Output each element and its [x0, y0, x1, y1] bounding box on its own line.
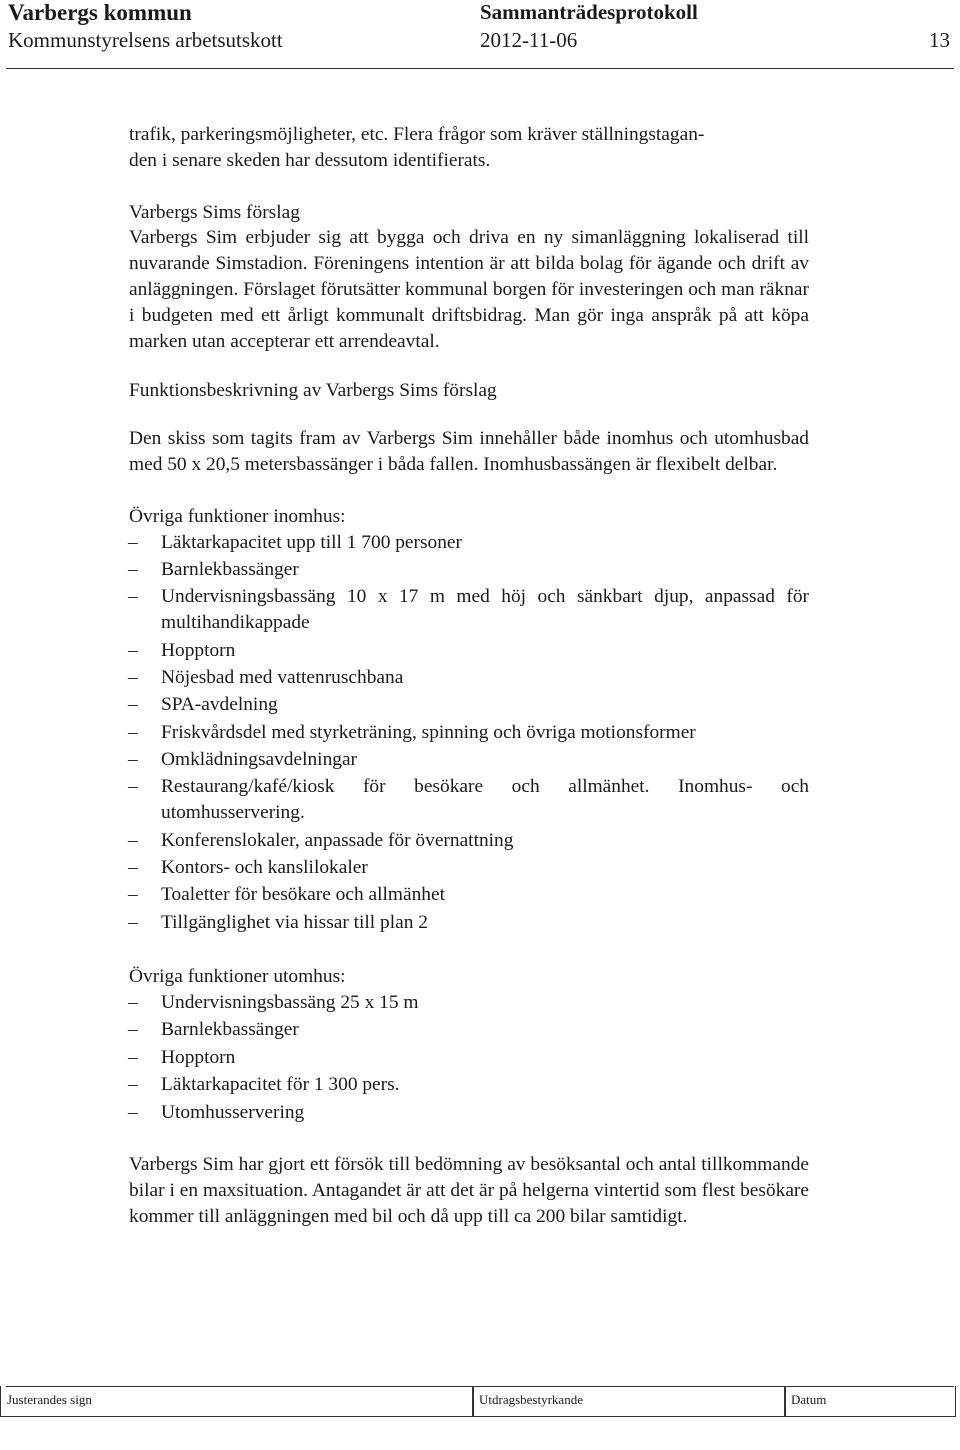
list-item: – Kontors- och kanslilokaler [129, 855, 809, 881]
list-item: – SPA-avdelning [129, 692, 809, 718]
list-item: – Toaletter för besökare och allmänhet [129, 882, 809, 908]
dash-bullet: – [128, 666, 138, 688]
section-heading: Varbergs Sims förslag [129, 201, 300, 223]
list-item: – Konferenslokaler, anpassade för övernattning [129, 828, 809, 854]
list-item: – Barnlekbassänger [129, 557, 809, 583]
municipality-title: Varbergs kommun [8, 0, 192, 25]
section-paragraph: Varbergs Sim erbjuder sig att bygga och driva en ny simanläggning lokaliserad till nuvarande Simstadion. Föreningens intention är att bilda bolag för ägande och drift av anläggningen. Förslaget förutsätter kommunal borgen för investeringen och man räknar i budgeten med ett årligt kommunalt driftsbidrag. Man gör inga anspråk på att köpa marken utan accepterar ett arrendeavtal. [129, 227, 809, 352]
page-number: 13 [929, 28, 950, 52]
dash-bullet: – [128, 776, 138, 798]
section-heading: Funktionsbeskrivning av Varbergs Sims förslag [129, 380, 497, 402]
spacer [129, 937, 809, 964]
dash-bullet: – [128, 749, 138, 771]
indoor-features-list [129, 530, 809, 936]
list-item: – Nöjesbad med vattenruschbana [129, 665, 809, 691]
spacer [129, 478, 809, 504]
list-item: – Läktarkapacitet upp till 1 700 personer [129, 530, 809, 556]
dash-bullet: – [128, 884, 138, 906]
intro-line: den i senare skeden har dessutom identifierats. [129, 149, 491, 171]
list-item: – Barnlekbassänger [129, 1017, 809, 1043]
list-heading: Övriga funktioner inomhus: [129, 505, 346, 527]
header-divider [6, 68, 954, 69]
list-item: – Tillgänglighet via hissar till plan 2 [129, 910, 809, 936]
dash-bullet: – [128, 586, 138, 608]
list-item: – Omklädningsavdelningar [129, 747, 809, 773]
signature-footer [0, 1386, 960, 1418]
dash-bullet: – [128, 911, 138, 933]
committee-name: Kommunstyrelsens arbetsutskott [8, 28, 283, 52]
spacer [129, 354, 809, 378]
dash-bullet: – [128, 694, 138, 716]
dash-bullet: – [128, 558, 138, 580]
date-cell [784, 1386, 956, 1417]
list-item: – Restaurang/kafé/kiosk för besökare och allmänhet. Inomhus- och utomhusservering. [128, 776, 809, 824]
outdoor-features-list [129, 990, 809, 1125]
meeting-date: 2012-11-06 [480, 28, 578, 52]
intro-line: trafik, parkeringsmöjligheter, etc. Flera frågor som kräver ställningstagan- [129, 124, 705, 145]
dash-bullet: – [128, 1074, 138, 1096]
dash-bullet: – [128, 1019, 138, 1041]
list-item: – Läktarkapacitet för 1 300 pers. [129, 1072, 809, 1098]
dash-bullet: – [128, 531, 138, 553]
dash-bullet: – [128, 1101, 138, 1123]
spacer [129, 1127, 809, 1152]
extract-cell [472, 1386, 786, 1417]
spacer [129, 174, 809, 200]
sign-label: Justerandes sign [7, 1392, 92, 1407]
list-item: – Hopptorn [129, 638, 809, 664]
document-body [129, 122, 809, 1229]
dash-bullet: – [128, 721, 138, 743]
dash-bullet: – [128, 992, 138, 1014]
date-label: Datum [791, 1392, 827, 1407]
list-item: – Undervisningsbassäng 10 x 17 m med höj och sänkbart djup, anpassad för multihandikappade [128, 586, 809, 634]
list-item: – Utomhusservering [129, 1100, 809, 1126]
dash-bullet: – [128, 1046, 138, 1068]
document-type: Sammanträdesprotokoll [480, 0, 698, 24]
spacer [129, 404, 809, 426]
dash-bullet: – [128, 857, 138, 879]
closing-paragraph: Varbergs Sim har gjort ett försök till bedömning av besöksantal och antal tillkommande bilar i en maxsituation. Antagandet är att det är på helgerna vintertid som flest besökare kommer till anläggningen med bil och då upp till ca 200 bilar samtidigt. [129, 1153, 809, 1227]
sign-cell [0, 1386, 474, 1417]
extract-label: Utdragsbestyrkande [479, 1392, 583, 1407]
list-heading: Övriga funktioner utomhus: [129, 966, 346, 988]
list-item: – Friskvårdsdel med styrketräning, spinning och övriga motionsformer [129, 720, 809, 746]
list-item: – Undervisningsbassäng 25 x 15 m [129, 990, 809, 1016]
dash-bullet: – [128, 639, 138, 661]
dash-bullet: – [128, 829, 138, 851]
section-paragraph: Den skiss som tagits fram av Varbergs Sim innehåller både inomhus och utomhusbad med 50 x 20,5 metersbassänger i båda fallen. Inomhusbassängen är flexibelt delbar. [129, 428, 809, 475]
list-item: – Hopptorn [129, 1045, 809, 1071]
